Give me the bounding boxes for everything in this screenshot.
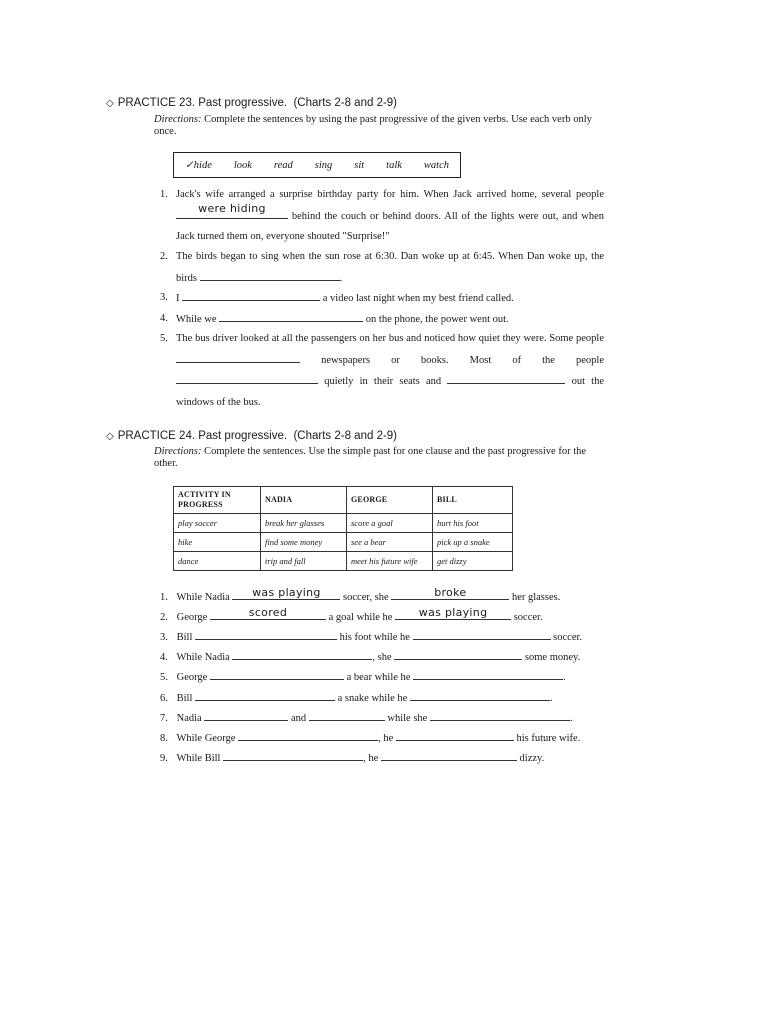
exercise-item: 8. While George , he his future wife. [160,728,606,744]
verb-item: sit [354,159,365,171]
table-row: play soccer break her glasses score a goal hurt his foot [174,514,513,533]
verb-item: read [273,159,293,171]
answer-blank[interactable] [447,371,565,384]
exercise-item: 1. Jack's wife arranged a surprise birthday party for him. When Jack arrived home, several people were hiding behind the couch or behind doors. All of the lights were out, and when Jack turned them on, everyone shouted "Surprise!" [160,189,605,242]
practice-24-heading: ◇ PRACTICE 24. Past progressive. (Charts 2-8 and 2-9) [106,430,398,442]
answer-blank[interactable] [176,371,318,384]
answer-blank[interactable] [232,647,372,660]
handwritten-answer: was playing [418,606,488,619]
answer-blank[interactable] [176,202,288,219]
table-row: dance trip and fall meet his future wife get dizzy [174,552,513,571]
answer-blank[interactable] [396,728,514,741]
exercise-item: 4. While Nadia , she some money. [160,647,606,663]
exercise-item: 2. The birds began to sing when the sun rose at 6:30. Dan woke up at 6:45. When Dan woke up, the birds . [160,251,604,284]
table-header-row: ACTIVITY IN PROGRESS NADIA GEORGE BILL [174,487,513,514]
practice-23-directions: Directions: Complete the sentences by using the past progressive of the given verbs. Use each verb only once. [154,114,592,137]
answer-blank[interactable] [195,627,337,640]
answer-blank[interactable] [394,647,522,660]
exercise-item: 6. Bill a snake while he . [160,688,606,704]
verb-item: ✓hide [184,160,212,171]
answer-blank[interactable] [238,728,378,741]
answer-blank[interactable] [200,268,340,281]
answer-blank[interactable] [204,708,288,721]
verb-list-box [173,152,461,178]
practice-24-directions: Directions: Complete the sentences. Use the simple past for one clause and the past progressive for the other. [154,446,587,469]
answer-blank[interactable] [430,708,570,721]
verb-item: sing [314,159,333,171]
answer-blank[interactable] [182,288,320,301]
handwritten-answer: were hiding [198,202,266,215]
answer-blank[interactable] [395,607,511,620]
handwritten-answer: broke [434,586,467,599]
exercise-item: 9. While Bill , he dizzy. [160,748,606,764]
practice-23-heading: ◇ PRACTICE 23. Past progressive. (Charts 2-8 and 2-9) [106,97,398,109]
exercise-item: 4. While we on the phone, the power went out. [160,309,604,331]
answer-blank[interactable] [210,667,344,680]
diamond-icon: ◇ [106,98,114,109]
answer-blank[interactable] [232,587,340,600]
exercise-item: 2. George scored a goal while he was playing soccer. [160,606,543,623]
exercise-item: 5. The bus driver looked at all the passengers on her bus and noticed how quiet they were. Some people newspapers or books. Most of the people quietly in their seats and out the windows of the bus. [160,333,605,408]
answer-blank[interactable] [391,587,509,600]
exercise-item: 3. Bill his foot while he soccer. [160,627,606,643]
handwritten-answer: was playing [252,586,321,599]
table-row: hike find some money see a bear pick up a snake [174,533,513,552]
diamond-icon: ◇ [106,431,114,442]
verb-item: talk [386,159,402,171]
answer-blank[interactable] [413,667,563,680]
answer-blank[interactable] [223,748,363,761]
verb-item: look [233,159,252,171]
answer-blank[interactable] [410,688,550,701]
answer-blank[interactable] [413,627,551,640]
activity-table [173,486,513,571]
answer-blank[interactable] [210,607,326,620]
answer-blank[interactable] [195,688,335,701]
handwritten-answer: scored [248,606,288,619]
verb-item: watch [423,159,449,171]
exercise-item: 1. While Nadia was playing soccer, she broke her glasses. [160,586,561,603]
answer-blank[interactable] [219,309,363,322]
exercise-item: 3. I a video last night when my best friend called. [160,288,604,310]
exercise-item: 5. George a bear while he . [160,667,606,683]
answer-blank[interactable] [309,708,385,721]
answer-blank[interactable] [381,748,517,761]
exercise-item: 7. Nadia and while she . [160,708,606,724]
answer-blank[interactable] [176,350,300,363]
